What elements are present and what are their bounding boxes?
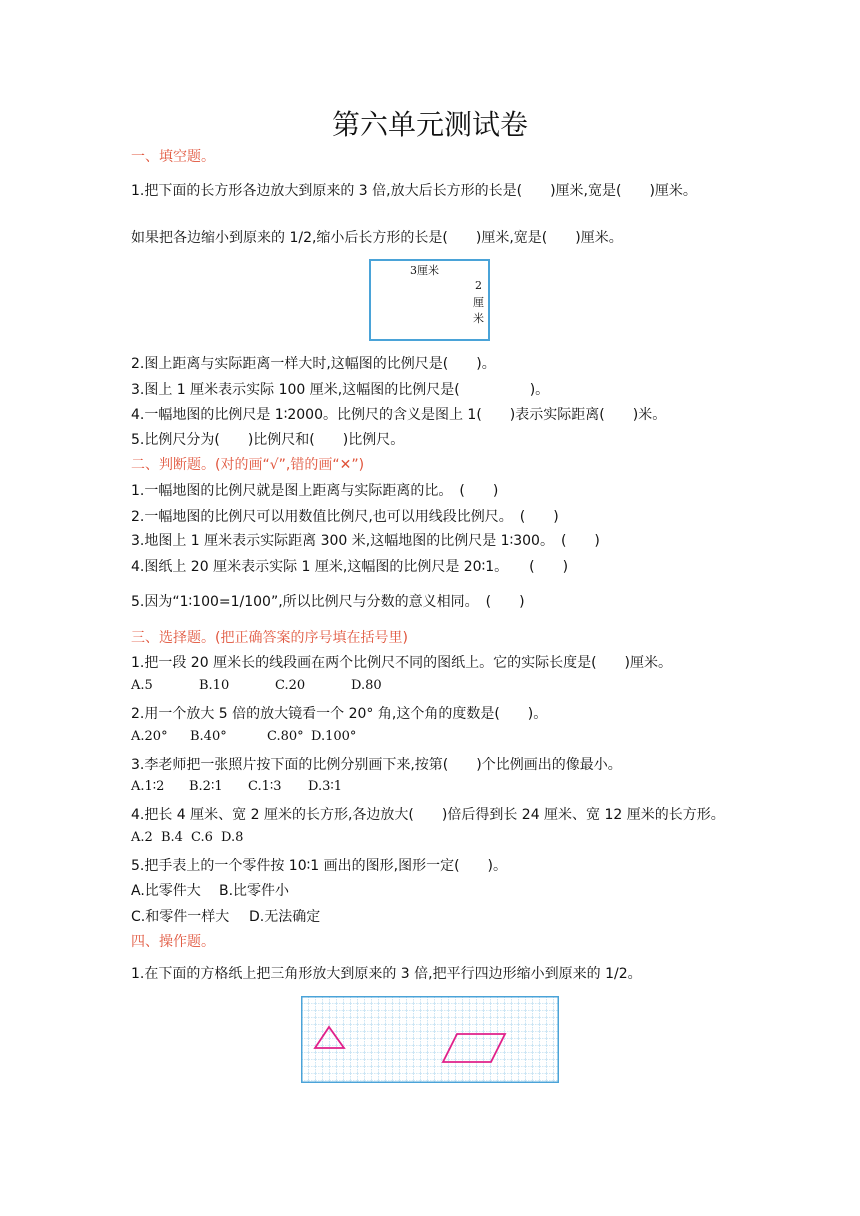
fill-question-2: 2.图上距离与实际距离一样大时,这幅图的比例尺是( )。: [131, 356, 496, 372]
judge-question-3: 3.地图上 1 厘米表示实际距离 300 米,这幅地图的比例尺是 1∶300。 ( ): [131, 533, 600, 549]
option: A.1∶2: [131, 779, 165, 794]
option: A.比零件大: [131, 883, 201, 899]
option: B.40°: [190, 729, 227, 744]
judge-question-1: 1.一幅地图的比例尺就是图上距离与实际距离的比。 ( ): [131, 483, 499, 499]
option: D.8: [221, 830, 244, 845]
option: B.比零件小: [219, 883, 290, 899]
fill-question-1b: 如果把各边缩小到原来的 1/2,缩小后长方形的长是( )厘米,宽是( )厘米。: [131, 230, 623, 246]
operation-question-1: 1.在下面的方格纸上把三角形放大到原来的 3 倍,把平行四边形缩小到原来的 1/2。: [131, 966, 642, 982]
page-title: 第六单元测试卷: [331, 108, 528, 141]
option: C.20: [275, 678, 306, 693]
section-fill-in: 一、填空题。: [131, 149, 215, 165]
choice-options-4: [131, 830, 243, 845]
choice-options-2: [131, 729, 356, 744]
rectangle-figure: [369, 259, 490, 341]
option: A.20°: [131, 729, 168, 744]
option: C.和零件一样大: [131, 909, 230, 925]
judge-question-2: 2.一幅地图的比例尺可以用数值比例尺,也可以用线段比例尺。 ( ): [131, 509, 559, 525]
option: C.6: [191, 830, 213, 845]
grid-lines: [301, 996, 559, 1083]
option: B.4: [161, 830, 183, 845]
grid-paper: [301, 996, 559, 1083]
fill-question-3: 3.图上 1 厘米表示实际 100 厘米,这幅图的比例尺是( )。: [131, 382, 550, 398]
section-judge: 二、判断题。(对的画“√”,错的画“✕”): [131, 457, 365, 473]
judge-question-4: 4.图纸上 20 厘米表示实际 1 厘米,这幅图的比例尺是 20∶1。 ( ): [131, 559, 569, 575]
choice-question-4: 4.把长 4 厘米、宽 2 厘米的长方形,各边放大( )倍后得到长 24 厘米、宽 12 厘米的长方形。: [131, 807, 725, 823]
choice-options-1: [131, 678, 382, 693]
option: D.无法确定: [249, 909, 321, 925]
width-label-1: 2: [475, 279, 482, 292]
option: A.5: [131, 678, 153, 693]
option: D.80: [351, 678, 382, 693]
choice-options-5b: [131, 906, 320, 926]
width-label-2: 厘: [473, 296, 484, 309]
option: B.2∶1: [189, 779, 223, 794]
option: C.1∶3: [248, 779, 282, 794]
option: A.2: [131, 830, 153, 845]
option: B.10: [199, 678, 230, 693]
fill-question-4: 4.一幅地图的比例尺是 1∶2000。比例尺的含义是图上 1( )表示实际距离( )米。: [131, 407, 667, 423]
choice-question-2: 2.用一个放大 5 倍的放大镜看一个 20° 角,这个角的度数是( )。: [131, 706, 548, 722]
choice-question-1: 1.把一段 20 厘米长的线段画在两个比例尺不同的图纸上。它的实际长度是( )厘米。: [131, 655, 672, 671]
length-label: 3厘米: [410, 264, 439, 277]
width-label-3: 米: [473, 312, 484, 325]
choice-question-5: 5.把手表上的一个零件按 10∶1 画出的图形,图形一定( )。: [131, 858, 507, 874]
section-operation: 四、操作题。: [131, 934, 215, 950]
fill-question-1a: 1.把下面的长方形各边放大到原来的 3 倍,放大后长方形的长是( )厘米,宽是( )厘米。: [131, 183, 697, 199]
judge-question-5: 5.因为“1∶100=1/100”,所以比例尺与分数的意义相同。 ( ): [131, 594, 525, 610]
section-choice: 三、选择题。(把正确答案的序号填在括号里): [131, 630, 408, 646]
choice-options-5a: [131, 880, 289, 900]
fill-question-5: 5.比例尺分为( )比例尺和( )比例尺。: [131, 432, 405, 448]
option: C.80°: [267, 729, 304, 744]
choice-question-3: 3.李老师把一张照片按下面的比例分别画下来,按第( )个比例画出的像最小。: [131, 757, 622, 773]
choice-options-3: [131, 779, 342, 794]
option: D.100°: [311, 729, 357, 744]
option: D.3∶1: [308, 779, 343, 794]
